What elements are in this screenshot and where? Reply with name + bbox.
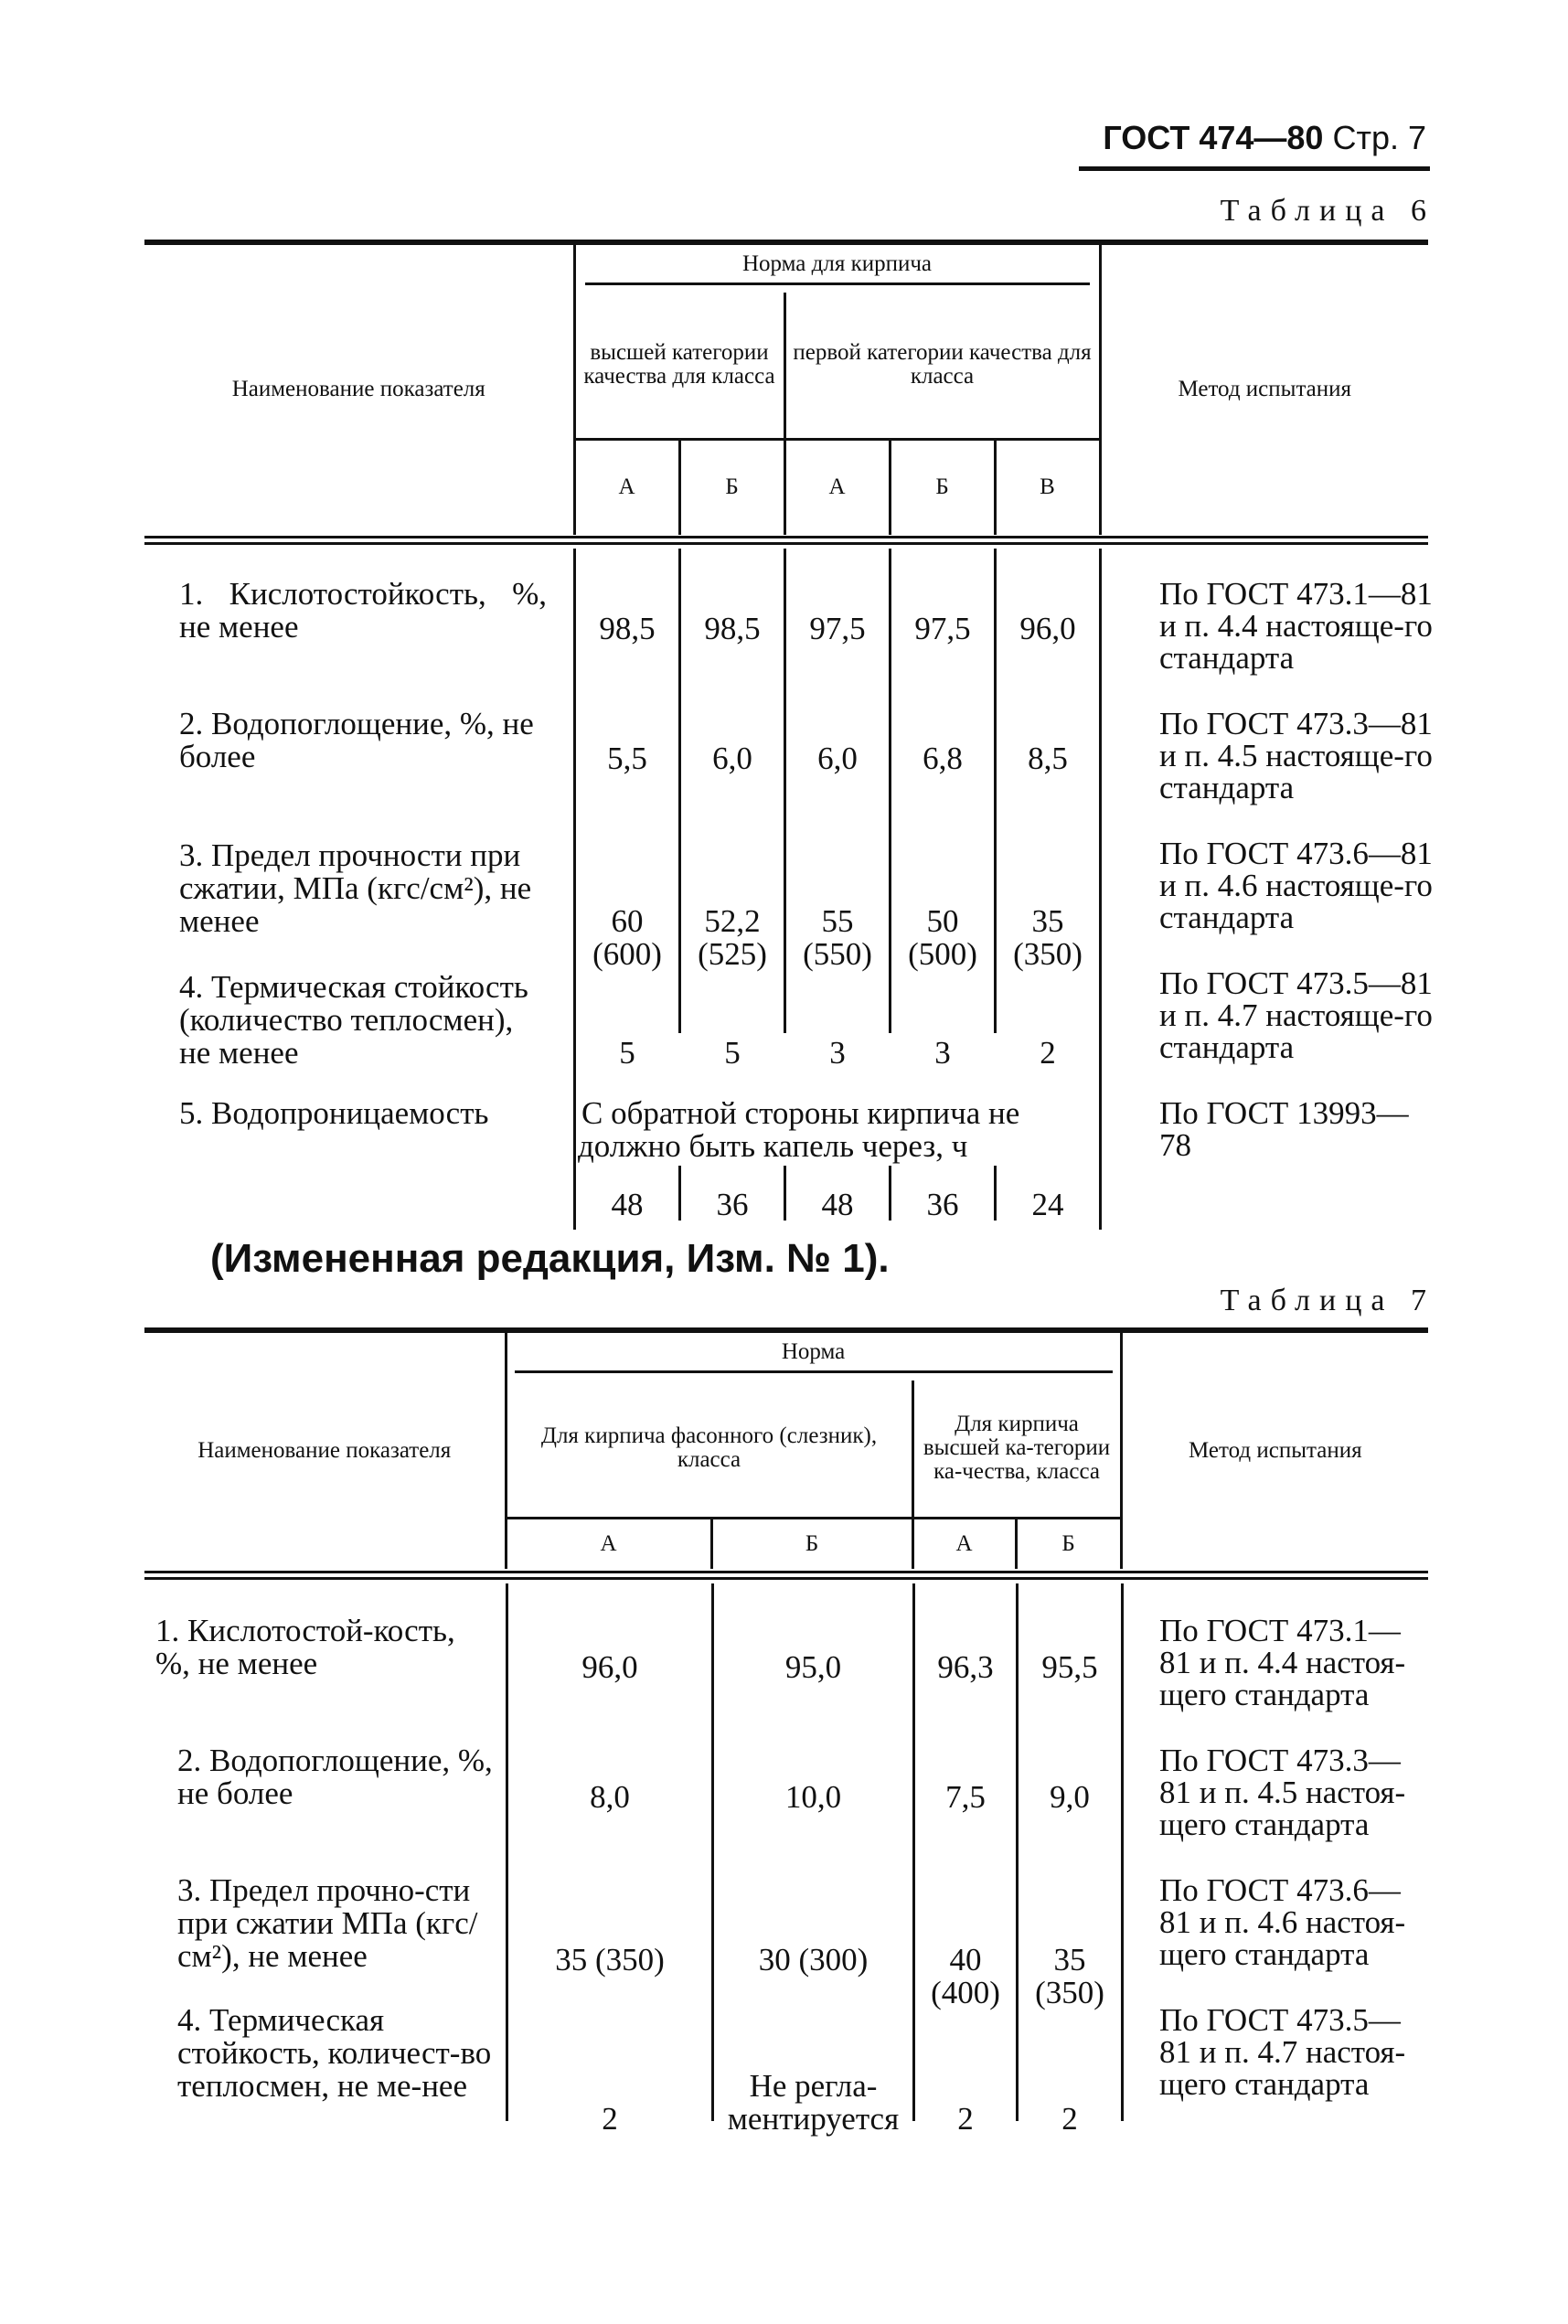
table6-cell: 6,0 — [817, 741, 858, 776]
table7-group-shaped: Для кирпича фасонного (слезник), класса — [506, 1381, 912, 1518]
table6-cell: 8,5 — [1028, 741, 1068, 776]
table7-cell: 8,0 — [590, 1779, 630, 1815]
table7-cell: Не регла-ментируется — [727, 2068, 900, 2137]
table7-header — [144, 1333, 1428, 1569]
table7-cell: 96,3 — [937, 1649, 994, 1685]
table7-method: По ГОСТ 473.1—81 и п. 4.4 настоя-щего стандарта — [1159, 1613, 1406, 1712]
table7-col-method: Метод испытания — [1189, 1437, 1362, 1463]
table6-cell: 3 — [829, 1035, 846, 1071]
table6-cell: 48 — [821, 1187, 854, 1222]
table6-cell: 98,5 — [704, 611, 761, 646]
table6-method: По ГОСТ 473.3—81 и п. 4.5 настояще-го стандарта — [1159, 706, 1433, 805]
table6-header — [144, 245, 1428, 535]
table6-cell: 2 — [1040, 1035, 1056, 1071]
table6-span-text: С обратной стороны кирпича не — [581, 1095, 1020, 1131]
table6-cell: 60 (600) — [592, 903, 662, 972]
table7-row-name: 3. Предел прочно-сти при сжатии МПа (кгс/см²), не менее — [177, 1872, 478, 1974]
table6-col-method: Метод испытания — [1178, 377, 1352, 402]
table6-norm-header: Норма для кирпича — [574, 245, 1100, 293]
table6-class: А — [574, 439, 679, 535]
header-rule — [1079, 166, 1430, 171]
table6-class: Б — [679, 439, 784, 535]
table7-class: А — [506, 1518, 711, 1569]
table6-cell: 48 — [611, 1187, 644, 1222]
table6-cell: 50 (500) — [908, 903, 977, 972]
table6-row-name: 4. Термическая стойкость (количество теплосмен), не менее — [179, 969, 528, 1071]
amendment-note: (Измененная редакция, Изм. № 1). — [210, 1236, 890, 1281]
table6-cell: 24 — [1031, 1187, 1064, 1222]
document-number: ГОСТ 474—80 — [1103, 119, 1324, 156]
table6-row-name: 2. Водопоглощение, %, не более — [179, 706, 534, 774]
table7-cell: 2 — [602, 2101, 618, 2137]
table6-class: В — [995, 439, 1100, 535]
page-header — [1079, 119, 1426, 157]
table7-class: Б — [1016, 1518, 1121, 1569]
table7-cell: 95,5 — [1041, 1649, 1098, 1685]
table6-cell: 97,5 — [809, 611, 866, 646]
table6-row-name: 1. Кислотостойкость, %, не менее — [179, 576, 547, 645]
table7-cell: 2 — [1061, 2101, 1078, 2137]
table7-class: А — [912, 1518, 1016, 1569]
table6-row-name: 5. Водопроницаемость — [179, 1095, 489, 1131]
table6-cell: 52,2 (525) — [698, 903, 767, 972]
table7-label: Таблица 7 — [1220, 1284, 1435, 1317]
table7-group-top: Для кирпича высшей ка-тегории ка-чества, класса — [912, 1381, 1121, 1518]
table6-class: Б — [890, 439, 995, 535]
table6-label: Таблица 6 — [1220, 194, 1435, 228]
table6-col-name: Наименование показателя — [231, 377, 485, 402]
table6-method: По ГОСТ 13993—78 — [1159, 1095, 1409, 1163]
table6-cell: 35 (350) — [1013, 903, 1083, 972]
page-number: Стр. 7 — [1332, 119, 1426, 156]
table6-row-name: 3. Предел прочности при сжатии, МПа (кгс/см²), не менее — [179, 837, 532, 939]
table6-class: А — [784, 439, 890, 535]
table7-cell: 7,5 — [945, 1779, 986, 1815]
table7-row-name: 4. Термическая стойкость, количест-во теплосмен, не ме-нее — [177, 2002, 492, 2104]
table7-row-name: 2. Водопоглощение, %, не более — [177, 1743, 493, 1811]
table6-cell: 97,5 — [914, 611, 971, 646]
table6-cell: 36 — [926, 1187, 959, 1222]
table7-row-name: 1. Кислотостой-кость, %, не менее — [155, 1613, 455, 1681]
table7-cell: 2 — [957, 2101, 974, 2137]
table7-cell: 30 (300) — [758, 1942, 869, 1978]
table6-cell: 98,5 — [599, 611, 656, 646]
table7-method: По ГОСТ 473.3—81 и п. 4.5 настоя-щего стандарта — [1159, 1743, 1406, 1842]
table6-cell: 5 — [724, 1035, 741, 1071]
table6-cell: 5,5 — [607, 741, 647, 776]
table7-method: По ГОСТ 473.6—81 и п. 4.6 настоя-щего стандарта — [1159, 1872, 1406, 1972]
table6-cell: 3 — [934, 1035, 951, 1071]
table7-cell: 35 (350) — [555, 1942, 665, 1978]
table6-method: По ГОСТ 473.1—81 и п. 4.4 настояще-го стандарта — [1159, 576, 1433, 676]
table7-cell: 10,0 — [784, 1779, 842, 1815]
table7-class: Б — [711, 1518, 912, 1569]
table6-group-first: первой категории качества для класса — [784, 293, 1100, 439]
table7-col-name: Наименование показателя — [197, 1437, 452, 1463]
table6-method: По ГОСТ 473.5—81 и п. 4.7 настояще-го стандарта — [1159, 965, 1433, 1065]
table7-method: По ГОСТ 473.5—81 и п. 4.7 настоя-щего стандарта — [1159, 2002, 1406, 2102]
table6-header-rule — [144, 536, 1428, 545]
table7-vline — [1121, 1583, 1124, 2121]
table6-cell: 36 — [716, 1187, 749, 1222]
table6-vline — [573, 549, 576, 1230]
table7-cell: 40 (400) — [931, 1942, 1000, 2010]
table6-cell: 5 — [619, 1035, 635, 1071]
table6-cell: 96,0 — [1019, 611, 1076, 646]
table7-cell: 35 (350) — [1035, 1942, 1104, 2010]
table6-span-text: должно быть капель через, ч — [578, 1128, 968, 1164]
table6-cell: 55 (550) — [803, 903, 872, 972]
table7-cell: 95,0 — [784, 1649, 842, 1685]
table6-cell: 6,8 — [923, 741, 963, 776]
table6-cell: 6,0 — [712, 741, 752, 776]
table7-cell: 96,0 — [581, 1649, 638, 1685]
table7-header-rule — [144, 1571, 1428, 1580]
table6-method: По ГОСТ 473.6—81 и п. 4.6 настояще-го стандарта — [1159, 836, 1433, 935]
table7-norm-header: Норма — [506, 1333, 1121, 1381]
table7-cell: 9,0 — [1050, 1779, 1090, 1815]
table6-group-top: высшей категории качества для класса — [574, 293, 784, 439]
